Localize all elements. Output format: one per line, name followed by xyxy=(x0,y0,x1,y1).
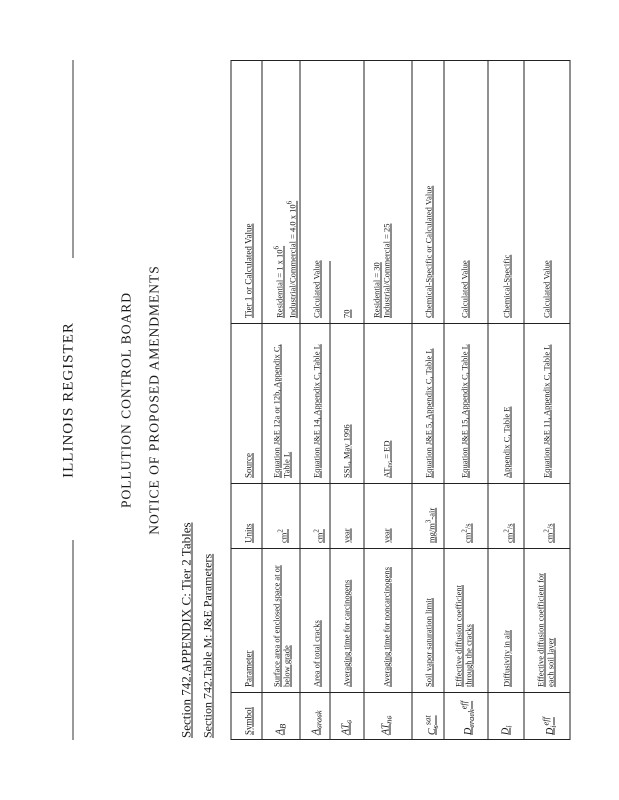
parameters-table xyxy=(230,60,570,740)
row-6-parameter: Diffusivity in air xyxy=(501,630,511,687)
row-5-value: Calculated Value xyxy=(459,260,469,318)
row-0-value xyxy=(271,63,297,318)
row-3-value-residential: Residential = 30 xyxy=(371,262,381,318)
row-0-value-industrial: Industrial/Commercial = 4.0 x $10^6$ xyxy=(284,200,297,318)
row-rule-1 xyxy=(329,261,330,739)
row-0-symbol: $A_B$ xyxy=(274,723,287,735)
row-1-symbol: $A_{crack}$ xyxy=(310,710,323,735)
header-units: Units xyxy=(243,523,253,543)
header-source: Source xyxy=(243,453,253,478)
row-rule-6 xyxy=(523,61,524,739)
row-1-parameter: Area of total cracks xyxy=(311,620,321,687)
row-rule-4 xyxy=(443,61,444,739)
row-3-symbol: $AT_{nc}$ xyxy=(380,715,393,735)
register-title: ILLINOIS REGISTER xyxy=(60,322,76,478)
row-0-source: Equation J&E 12a or 12b, Appendix C, Table L xyxy=(271,344,291,478)
col-divider-2 xyxy=(231,548,569,549)
row-7-source: Equation J&E 11, Appendix C, Table L xyxy=(541,344,551,478)
row-2-parameter: Averaging time for carcinogens xyxy=(341,579,351,687)
row-2-units: year xyxy=(341,528,351,543)
row-3-value xyxy=(371,63,391,318)
notice-title: NOTICE OF PROPOSED AMENDMENTS xyxy=(146,265,161,535)
row-rule-5 xyxy=(487,61,488,739)
row-3-parameter: Averaging time for noncarcinogens xyxy=(381,567,391,687)
row-1-value: Calculated Value xyxy=(311,260,321,318)
row-4-units: $mg/m^3$-air xyxy=(424,507,436,543)
row-7-units: $cm^2/s$ xyxy=(542,523,554,543)
row-rule-3 xyxy=(411,61,412,739)
row-3-source: $AT_{nc}$ = ED xyxy=(381,440,394,478)
row-5-symbol: $D_{crack}^{eff}$ xyxy=(459,700,476,735)
row-4-parameter: Soil vapor saturation limit xyxy=(423,597,433,687)
row-rule-2 xyxy=(363,61,364,739)
row-1-source: Equation J&E 14, Appendix C, Table L xyxy=(311,344,321,478)
row-1-units: $cm^2$ xyxy=(312,529,324,543)
row-7-symbol: $D_i^{eff}$ xyxy=(541,717,558,735)
row-3-value-industrial: Industrial/Commercial = 25 xyxy=(381,223,391,318)
header-symbol: Symbol xyxy=(243,706,253,735)
row-5-units: $cm^2/s$ xyxy=(460,523,472,543)
row-0-units: $cm^2$ xyxy=(276,529,288,543)
row-7-parameter: Effective diffusion coefficient for each soil layer xyxy=(535,573,555,687)
board-title: POLLUTION CONTROL BOARD xyxy=(118,292,133,508)
header-rule xyxy=(261,61,262,739)
row-6-symbol: $D_i$ xyxy=(500,725,513,735)
row-4-value: Chemical-Specific or Calculated Value xyxy=(423,185,433,318)
row-0-value-residential: Residential = 1 x $10^6$ xyxy=(272,245,284,318)
row-6-source: Appendix C, Table E xyxy=(501,406,511,478)
row-6-units: $cm^2/s$ xyxy=(502,523,514,543)
row-5-parameter: Effective diffusion coefficient through the cracks xyxy=(453,585,473,687)
row-3-units: year xyxy=(381,528,391,543)
row-5-source: Equation J&E 15, Appendix C, Table L xyxy=(459,344,469,478)
header-value: Tier 1 or Calculated Value xyxy=(243,223,253,318)
col-divider-3 xyxy=(231,483,569,484)
col-divider-1 xyxy=(231,692,569,693)
row-6-value: Chemical-Specific xyxy=(501,254,511,318)
row-0-parameter: Surface area of enclosed space at or below grade xyxy=(271,565,291,687)
row-7-value: Calculated Value xyxy=(541,260,551,318)
row-2-symbol: $AT_c$ xyxy=(340,719,353,735)
section-table-heading: Section 742.Table M: J&E Parameters xyxy=(200,553,214,738)
row-2-value: 70 xyxy=(341,309,351,318)
header-parameter: Parameter xyxy=(243,650,253,687)
col-divider-4 xyxy=(231,323,569,324)
row-4-source: Equation J&E 5, Appendix C, Table L xyxy=(423,348,433,478)
row-rule-0 xyxy=(299,61,300,739)
row-2-source: SSL, May 1996 xyxy=(341,424,351,478)
section-appendix-heading: Section 742.APPENDIX C: Tier 2 Tables xyxy=(178,522,193,738)
row-4-symbol: $C_s^{sat}$ xyxy=(423,715,440,735)
